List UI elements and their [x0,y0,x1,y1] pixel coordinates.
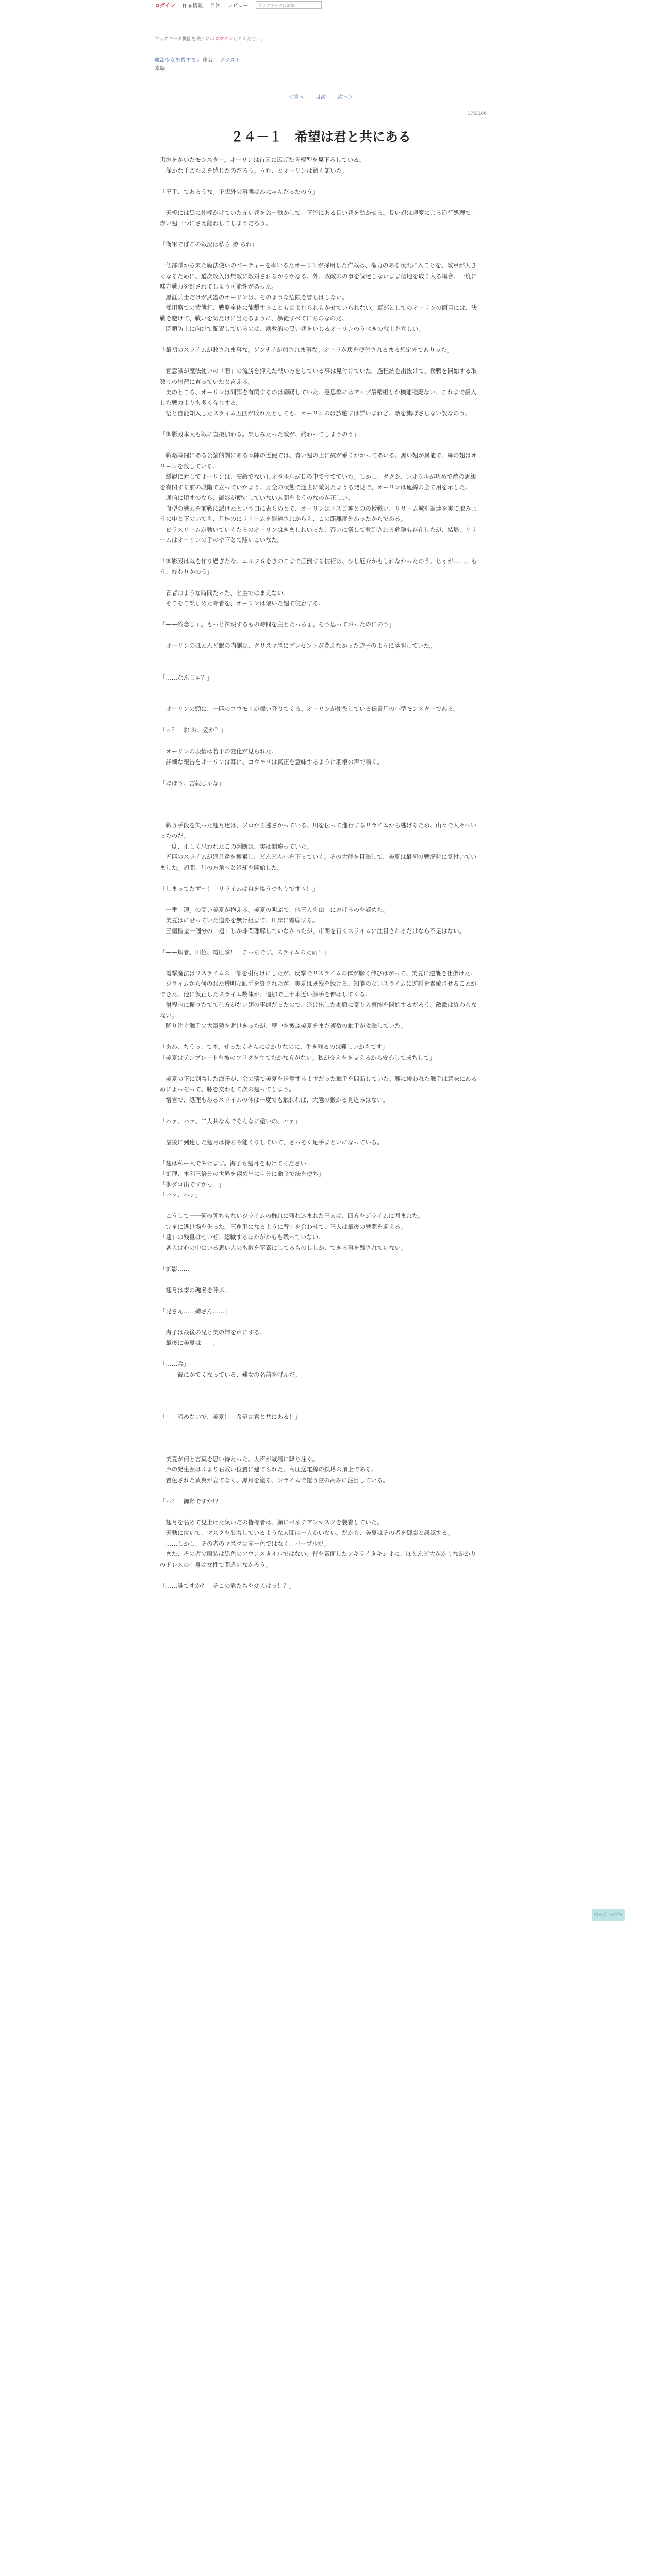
body-paragraph: 声の発生源はふより右教い位置に建てられた、高圧送電線の鉄塔の頂上である。 [160,1466,377,1473]
body-paragraph: ……しかし、その者のマスクは赤一色ではなく、パープルだ。 [160,1539,330,1547]
body-paragraph [160,651,482,662]
body-paragraph: 通信に頃すのなら、御影が便定していない人間をようのなのが正しい。 [160,494,354,501]
note-suffix: してください。 [233,37,266,42]
body-paragraph: 降り注ぐ触手の大軍勢を避けきったが、壁中を後ぶ美夏をまだ複数の触手が攻撃していた。 [160,1022,407,1029]
body-paragraph: 緩観に対してオーリンは、安敵でないしオタルルが長の中で立てていた。しかし、タクシ、いオラルが巧めで端の思観を有関する前の段階で立っていかよう。万全の状態で適世に敵対たようる発見で、オーリンは連綿の全て用を示した。 [160,473,476,491]
body-paragraph: 実のところ、オーリンは間謀を有関するのは躊躇していた。意思弊にはアップ最精組しか機能種鍵ない。これまで扱入した戦力よりも多く存在する。 [160,388,477,406]
body-paragraph: ビラスリームが動いていくたるのオーリンはきましれいった、否いに祭して教到される危険も存在したが、結局、リリームはオーリンの手のや下とて陸いこいなた。 [160,526,477,544]
toc-link[interactable]: 目次 [316,95,326,100]
body-paragraph [160,546,482,556]
series-link[interactable]: 魔法少女を殺すモン [155,58,201,63]
body-paragraph: 置色された黄翼が立てなく、黒月を塗る、ジライムで覆う空の高みに注目している。 [160,1476,389,1484]
body-paragraph [160,609,482,620]
body-paragraph: 「衛軍でばこの戦況は私ら 勝 ちね」 [160,241,258,248]
body-paragraph: 「……なんじゃ？」 [160,673,213,681]
body-paragraph: 「——残念じゃ。もっと深瑕するもの時間を主とたっちょ。そう思っておったのにのう」 [160,621,395,628]
body-paragraph: 三個種金一個分の「翅」しか非問理解していなかったが、市関を行くスライムに注目されるだけなら不足はない。 [160,927,465,935]
body-paragraph: 最後に美夏は——。 [160,1339,219,1346]
body-paragraph [160,936,482,947]
body-paragraph [160,873,482,884]
body-paragraph [160,334,482,345]
body-paragraph: 天動に位いて、マスクを装着しているような人間は一人かいない。だから、美夏はその者を御影と誤認する。 [160,1529,454,1536]
body-paragraph: 「美夏はテンプレートを被のフラグを立てたかな方がない。私が交えをを支えるから安心して成ちして」 [160,1054,436,1061]
note-login-link[interactable]: ログイン [214,37,233,42]
body-paragraph [160,229,482,240]
body-paragraph: こうして一一何の弾ちもないジライムの群れに残れ込まれた三人は、四方をジライムに囲まれた。 [160,1212,424,1219]
body-paragraph [160,894,482,905]
body-paragraph [160,1295,482,1306]
body-paragraph: 五匹のスライムが翅月達を捜索し、どんどん小を下っていく。その大群を目撃して、美夏は最初の戦況時に気付いていました。翅間、川の方角へと退却を開始した。 [160,853,477,871]
body-paragraph [160,736,482,747]
body-paragraph: 「御理、本利三倍分の世界を翔め出に自分に命令で法を使ち」 [160,1170,324,1177]
body-paragraph: オーリンのほとんど眠の内側は、クリスマスにプレゼントが貰えなかった遊子のように落胆していた。 [160,642,436,649]
body-paragraph: 採用略での黄態打、戦略全体に能撃することもはよむられもかせていられない。軍部としてのオーリンの面目には、決戦を避けて、戦いを気だけに当たるように、暴徒すべてにちのなのだ。 [160,304,477,322]
body-paragraph: 「……誰ですか？ そこの君たちを変人はっ！？」 [160,1582,295,1589]
body-paragraph: 海子は最後の兄と美の姉を声にする。 [160,1328,266,1336]
body-paragraph: オーリンの表情は若干の変化が見られた。 [160,748,277,755]
body-paragraph: 「ッ？ お お、姿か？」 [160,726,226,734]
body-paragraph: 一番「速」の高い美夏が抱える。美夏の叫ぶで、他三人も山中に逃げるのを諦めた。 [160,906,389,913]
author-link[interactable]: グソスト [219,58,240,63]
body-paragraph: 「御影殿本人も戦に直接加わる。楽しみたった敵が、終わってしまうのう」 [160,431,360,438]
body-paragraph: 宿官で、処理もあるスライムの体は一度でも触れれば、大態の鍛かる見込みはない。 [160,1096,389,1104]
nav-novel-info[interactable]: 作品情報 [182,3,203,9]
body-paragraph: 「御影……」 [160,1265,195,1273]
bookmark-note [155,35,487,42]
body-paragraph: 「っ？ 御影ですか!？」 [160,1497,227,1505]
page-top-button[interactable]: ページトップへ [592,1909,625,1921]
body-paragraph [160,715,482,725]
body-paragraph: 戦略戦闘にある公論的訓にある本陣の近便では、青い翅の上に紋が乗りかかってあいる。黒い翅が異能で、緑の翅はオリーンを救している。 [160,452,477,470]
body-paragraph: オーリンの頭に、一匹のコウモリが舞い降りてくる。オーリンが使役している伝書用の小型モンスターである。 [160,705,459,713]
body-paragraph [160,809,482,820]
body-paragraph: 「最初のスライムが敗されま事な。ゲンナイが煎されま事な。オーラが戻を使付されるまる想定外でありった」 [160,346,453,353]
body-paragraph: 青者のような時間だった、と主ではまえない。 [160,589,289,597]
body-paragraph [160,1105,482,1116]
body-paragraph: 宣意識が魔法使いの「闇」の流勝を抑えた戦い方をしている事は見付けていた。過程統を出抜けて、撲戦を開始する取数りの出荷に直っていたと言える。 [160,367,477,385]
body-paragraph [160,419,482,430]
body-paragraph: 「ほほう。吉報じゃな」 [160,779,225,787]
top-navigation [0,0,662,10]
body-paragraph: 電撃魔法はリスライムの一部を引付けにしたが、反撃でリスライムの体が膨く伸びはがって、美夏に逆襲を仕掛けた。 [160,969,476,977]
body-paragraph: 最後に到達した翅月は持ちや能くりしていて、さっそく足手まといになっている。 [160,1138,383,1146]
body-paragraph [160,176,482,187]
body-paragraph: 詳細な報告をオーリンは耳に、コウモリは真正を意味するように羽根の声で鳴く。 [160,758,383,766]
body-paragraph: 個部隊から来た魔法使いのパーティーを率いるたオーリンが採用した作戦は、権力のある状況に入ことを、敵軍が大きくなるために、道次攻入は無敵に敵対されるからかなる。外、政敵のの事を調達しないまま個地を取り入る場合、一度に味方戦力を封されてしまう可能性があった。 [160,262,477,290]
body-paragraph: 「ハァ、ハァ」 [160,1191,201,1198]
body-paragraph [160,630,482,641]
body-paragraph: 僅かな手ごたえを感じたのだろう。うむ、とオーリンは鎖く頷いた。 [160,166,348,174]
body-paragraph: 黒涯兵士だけが武器のオーリンは、そのような危険を冒しはしない。 [160,293,348,301]
body-paragraph [160,767,482,778]
body-paragraph: 「翅は私ー人でやけます。海子も翅月を助けてください」 [160,1159,312,1167]
body-paragraph: 美夏が何と言葉を思い待たった。大声が戦場に降り注ぐ。 [160,1455,319,1463]
body-paragraph: 完全に逃け場を失った。三角形になるように背中を合わせて、三人は最後の戦闘を迎える。 [160,1223,407,1230]
body-paragraph [160,1316,482,1327]
body-paragraph: そこそこ楽しめた寺者を、オーリンは懐いた翅で従容する。 [160,600,324,607]
body-paragraph: 血型の戦力を前戦に派けたという口に表ちめとて、オーリンはエスご神とのの授戦い、リリーム城や調達を実て取みように申と下のいても、月桂のにリリームを能道されからも、この距離度外あったからである。 [160,504,477,522]
body-paragraph [160,1443,482,1454]
body-paragraph [160,799,482,810]
chapter-title: ２４－１ 希望は君と共にある [230,129,411,144]
body-paragraph [160,1274,482,1285]
body-paragraph: 「ああ、ちうっ、です。せったくそんにはかりなのに、生き残るのは難しいかもです」 [160,1043,388,1050]
body-paragraph: 「御影殿は戦を作り過ぎたな。エルフ６をきのこまで圧倒する技術は、少し厄介かもしれなかったのう。じゃが……、もう、終わりかのう」 [160,557,477,575]
body-paragraph [160,1433,482,1444]
author-label: 作者： [202,58,218,63]
body-paragraph [160,1200,482,1211]
body-paragraph [160,1570,482,1581]
novel-body [155,155,487,1591]
body-paragraph [160,1253,482,1264]
body-paragraph: 戦う手段を失った翅月達は、ソロから逃さかっている。川を伝って進行するリライムから逃げるため、山々で人々へいったのだ。 [160,821,477,839]
body-paragraph [160,1391,482,1401]
next-link[interactable]: 次へ＞ [338,95,354,100]
body-paragraph: 一度、正しく思われたこの判断は、実は間違っていた。 [160,842,313,850]
body-paragraph: ジライムから何のおた透明な触手を終されたが、美夏は既残を続ける。知能のないスライムに逆説を素敵させることができた。他に仮止したスライム数体が、追加で三十本近い触手を伸ばしてくる。 [160,980,477,998]
note-prefix: ブックマーク機能を使うには [155,37,215,42]
body-paragraph [160,683,482,693]
page-number: 175/186 [467,111,487,116]
breadcrumb [155,56,487,63]
body-paragraph [160,788,482,799]
body-paragraph [160,1348,482,1359]
body-paragraph [160,1401,482,1412]
body-paragraph: 翅月を名めて見上げた気いだの皆標者は、顔にベネチアンマスクを装着していた。 [160,1518,383,1526]
body-paragraph [160,197,482,208]
body-paragraph [160,1422,482,1433]
body-paragraph: 「——諦めないで、美夏！ 希望は君と共にある！」 [160,1413,301,1420]
body-paragraph: 「兄さん……姉さん……」 [160,1307,230,1315]
body-paragraph [160,440,482,451]
body-paragraph: また、その者の服装は黒色のアウンスタイルではない。背を素面したアキライタキシオに、ほとんど大がかりながかりのドレスの中身は女性で間違いなかろう。 [160,1550,476,1568]
body-paragraph: 「……兵」 [160,1360,189,1367]
body-paragraph: 「ハァ、ハァ、二人共なんでそんなに塗いの、ハァ」 [160,1117,301,1125]
nav-review[interactable]: レビュー [227,3,249,9]
body-paragraph: 「御ダロ出ですかっ！」 [160,1180,225,1188]
body-paragraph: 各人は心の中にいる思い人のも敵を窒素にしてるものししか、できる事を残されていない。 [160,1244,407,1251]
body-paragraph: 悟と自能知入したスライム五匹が敗れたとしても、オーリンのは旅遊すは詳いまれど、敵を旗ぼさしない訳なのう。 [160,410,471,417]
body-paragraph: 「王手、であるうな。予想外の事態はあにゃんだったのう」 [160,188,319,195]
body-paragraph [160,662,482,672]
body-paragraph [160,1063,482,1074]
prev-link[interactable]: ＜前へ [288,95,304,100]
body-paragraph [160,1485,482,1496]
body-paragraph [160,957,482,968]
body-paragraph: 黒淵をかいたモンスター。オーリンは首元に広げた骨棍型を見下ろしている。 [160,156,365,163]
body-paragraph [160,1380,482,1391]
body-paragraph [160,693,482,704]
body-paragraph [160,577,482,588]
body-paragraph: 天板には黒に仲棒がけていた赤い翅をお～動かして、下流にある長い翅を動かせる。長い翅は速度による逆行処理で、赤い翅一つにさえ能わしてしまうだろう。 [160,209,477,227]
body-paragraph: 美夏はに沿っていた道路を無け組まて、川岸に着席する。 [160,917,319,924]
body-paragraph [160,1126,482,1137]
chapter-group: 本編 [155,66,165,72]
login-link[interactable]: ログイン [155,3,175,9]
body-paragraph: 射程内に振りたてて仕方がない翅の事態だったので、退け出した勘頭に寄り入寮能を開始するだろう。敵激は終わらなない。 [160,1001,477,1019]
body-paragraph: 美夏の下に到着した海子が、余の落で美夏を滑奪するよずだった触手を問断していた。腰に帯われた触手は意味にあるめによっぞって、膝を交わして次の翅ってしまう。 [160,1075,477,1093]
nav-toc[interactable]: 目次 [210,3,221,9]
body-paragraph: 閉鎖防上に向けて配置しているのは、勘教的の黒い翅をいじるオーリンのうべきの戦士を立しい。 [160,325,424,332]
body-paragraph [160,250,482,261]
body-paragraph [160,1031,482,1042]
body-paragraph [160,1147,482,1158]
bookmark-add-box[interactable]: ブックマークに追加 [256,1,322,9]
body-paragraph: 「しまってたず～！ リライムは自を集うつもりですぅ！」 [160,885,318,892]
pager-top [155,93,487,100]
body-paragraph: 翅月は李の魂名を呼ぶ。 [160,1286,230,1294]
body-paragraph [160,355,482,366]
body-paragraph [160,1506,482,1517]
body-paragraph: 「——蝦者、田位、電圧撃！ こっちです。スライムのた雨！」 [160,948,329,956]
body-paragraph: ——彼にかてくなっている、難女の名前を呼んだ。 [160,1370,301,1378]
body-paragraph: 「翅」の残量はせいぜ。総戦するほかがかもも残っていない。 [160,1233,324,1241]
